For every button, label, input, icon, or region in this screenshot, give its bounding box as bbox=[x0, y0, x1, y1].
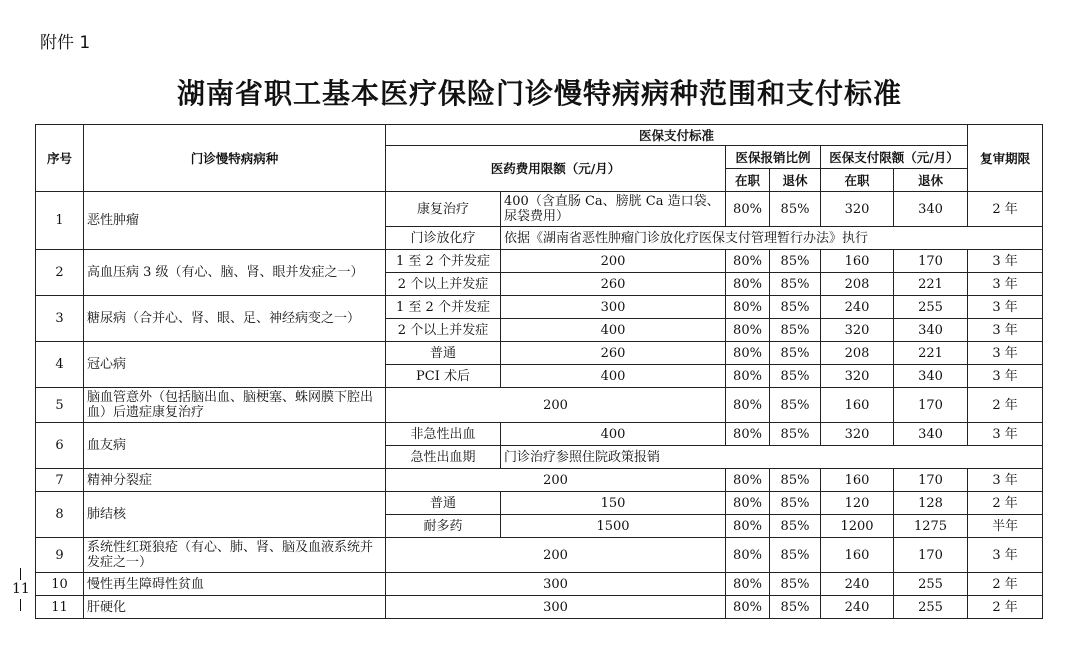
row-pay-retired: 255 bbox=[894, 573, 968, 596]
header-drug-limit: 医药费用限额（元/月） bbox=[386, 146, 726, 192]
row-ratio-retired: 85% bbox=[770, 596, 821, 619]
row-subtype: 普通 bbox=[386, 342, 501, 365]
page-number-text: 11 bbox=[12, 581, 30, 597]
row-pay-employed: 120 bbox=[821, 492, 894, 515]
row-pay-employed: 160 bbox=[821, 469, 894, 492]
row-review: 2 年 bbox=[968, 388, 1043, 423]
table-row bbox=[36, 250, 1043, 273]
table-row bbox=[36, 573, 1043, 596]
row-pay-employed: 160 bbox=[821, 388, 894, 423]
row-pay-employed: 320 bbox=[821, 319, 894, 342]
row-pay-retired: 255 bbox=[894, 596, 968, 619]
row-subtype: 康复治疗 bbox=[386, 192, 501, 227]
header-ratio: 医保报销比例 bbox=[726, 146, 821, 169]
row-pay-retired: 340 bbox=[894, 365, 968, 388]
row-seq: 3 bbox=[36, 296, 84, 342]
row-ratio-employed: 80% bbox=[726, 319, 770, 342]
row-pay-retired: 221 bbox=[894, 273, 968, 296]
row-disease: 恶性肿瘤 bbox=[84, 192, 386, 250]
table-row bbox=[36, 388, 1043, 423]
row-subtype: 门诊放化疗 bbox=[386, 227, 501, 250]
row-ratio-employed: 80% bbox=[726, 273, 770, 296]
row-limit: 300 bbox=[501, 296, 726, 319]
row-subtype: 耐多药 bbox=[386, 515, 501, 538]
row-seq: 4 bbox=[36, 342, 84, 388]
row-pay-retired: 170 bbox=[894, 250, 968, 273]
row-ratio-employed: 80% bbox=[726, 469, 770, 492]
row-ratio-retired: 85% bbox=[770, 342, 821, 365]
table-row bbox=[36, 296, 1043, 319]
row-limit: 1500 bbox=[501, 515, 726, 538]
row-limit: 200 bbox=[386, 388, 726, 423]
row-limit: 300 bbox=[386, 573, 726, 596]
row-ratio-retired: 85% bbox=[770, 469, 821, 492]
row-pay-retired: 255 bbox=[894, 296, 968, 319]
coverage-table bbox=[35, 124, 1043, 619]
page-dash-top bbox=[20, 568, 21, 580]
row-ratio-employed: 80% bbox=[726, 250, 770, 273]
attachment-label: 附件 1 bbox=[40, 33, 91, 53]
row-seq: 1 bbox=[36, 192, 84, 250]
row-pay-retired: 170 bbox=[894, 388, 968, 423]
table-row bbox=[36, 342, 1043, 365]
row-pay-employed: 240 bbox=[821, 573, 894, 596]
row-pay-employed: 320 bbox=[821, 423, 894, 446]
row-seq: 11 bbox=[36, 596, 84, 619]
row-pay-retired: 170 bbox=[894, 538, 968, 573]
row-pay-retired: 340 bbox=[894, 319, 968, 342]
row-ratio-employed: 80% bbox=[726, 515, 770, 538]
row-review: 3 年 bbox=[968, 273, 1043, 296]
row-ratio-retired: 85% bbox=[770, 573, 821, 596]
row-limit: 400 bbox=[501, 319, 726, 342]
row-ratio-employed: 80% bbox=[726, 342, 770, 365]
row-ratio-retired: 85% bbox=[770, 515, 821, 538]
row-pay-employed: 160 bbox=[821, 538, 894, 573]
page-dash-bottom bbox=[20, 599, 21, 611]
row-ratio-retired: 85% bbox=[770, 250, 821, 273]
row-seq: 8 bbox=[36, 492, 84, 538]
row-ratio-employed: 80% bbox=[726, 388, 770, 423]
header-pay-employed: 在职 bbox=[821, 169, 894, 192]
row-ratio-retired: 85% bbox=[770, 192, 821, 227]
row-ratio-retired: 85% bbox=[770, 492, 821, 515]
row-seq: 10 bbox=[36, 573, 84, 596]
header-standard: 医保支付标准 bbox=[386, 125, 968, 146]
row-subtype: 非急性出血 bbox=[386, 423, 501, 446]
row-disease: 系统性红斑狼疮（有心、肺、肾、脑及血液系统并发症之一） bbox=[84, 538, 386, 573]
row-pay-employed: 320 bbox=[821, 192, 894, 227]
header-ratio-retired: 退休 bbox=[770, 169, 821, 192]
row-review: 2 年 bbox=[968, 492, 1043, 515]
row-pay-employed: 208 bbox=[821, 342, 894, 365]
row-disease: 肺结核 bbox=[84, 492, 386, 538]
row-subtype: 普通 bbox=[386, 492, 501, 515]
row-ratio-retired: 85% bbox=[770, 388, 821, 423]
row-limit: 260 bbox=[501, 273, 726, 296]
row-disease: 高血压病 3 级（有心、脑、肾、眼并发症之一） bbox=[84, 250, 386, 296]
row-disease: 慢性再生障碍性贫血 bbox=[84, 573, 386, 596]
row-limit: 200 bbox=[386, 538, 726, 573]
row-pay-employed: 240 bbox=[821, 296, 894, 319]
row-review: 3 年 bbox=[968, 342, 1043, 365]
table-row bbox=[36, 492, 1043, 515]
row-ratio-retired: 85% bbox=[770, 365, 821, 388]
row-seq: 2 bbox=[36, 250, 84, 296]
row-limit: 400（含直肠 Ca、膀胱 Ca 造口袋、尿袋费用） bbox=[501, 192, 726, 227]
row-ratio-retired: 85% bbox=[770, 319, 821, 342]
row-disease: 冠心病 bbox=[84, 342, 386, 388]
row-pay-employed: 1200 bbox=[821, 515, 894, 538]
row-limit: 400 bbox=[501, 365, 726, 388]
document-title: 湖南省职工基本医疗保险门诊慢特病病种范围和支付标准 bbox=[176, 77, 902, 110]
header-review: 复审期限 bbox=[968, 125, 1043, 192]
row-review: 3 年 bbox=[968, 250, 1043, 273]
row-disease: 糖尿病（合并心、肾、眼、足、神经病变之一） bbox=[84, 296, 386, 342]
row-limit: 260 bbox=[501, 342, 726, 365]
row-seq: 9 bbox=[36, 538, 84, 573]
header-ratio-employed: 在职 bbox=[726, 169, 770, 192]
header-seq: 序号 bbox=[36, 125, 84, 192]
table-row bbox=[36, 192, 1043, 227]
row-review: 3 年 bbox=[968, 296, 1043, 319]
row-limit: 400 bbox=[501, 423, 726, 446]
row-subtype: 1 至 2 个并发症 bbox=[386, 296, 501, 319]
row-review: 3 年 bbox=[968, 469, 1043, 492]
row-ratio-employed: 80% bbox=[726, 573, 770, 596]
row-pay-employed: 240 bbox=[821, 596, 894, 619]
row-subtype: 1 至 2 个并发症 bbox=[386, 250, 501, 273]
row-ratio-retired: 85% bbox=[770, 538, 821, 573]
row-note: 门诊治疗参照住院政策报销 bbox=[501, 446, 1043, 469]
row-pay-employed: 160 bbox=[821, 250, 894, 273]
row-pay-employed: 320 bbox=[821, 365, 894, 388]
table-row bbox=[36, 538, 1043, 573]
header-row-1 bbox=[36, 125, 1043, 146]
row-ratio-employed: 80% bbox=[726, 365, 770, 388]
row-subtype: 急性出血期 bbox=[386, 446, 501, 469]
row-review: 2 年 bbox=[968, 596, 1043, 619]
row-ratio-employed: 80% bbox=[726, 296, 770, 319]
row-ratio-retired: 85% bbox=[770, 273, 821, 296]
row-limit: 200 bbox=[386, 469, 726, 492]
header-disease: 门诊慢特病病种 bbox=[84, 125, 386, 192]
row-seq: 7 bbox=[36, 469, 84, 492]
table-row bbox=[36, 423, 1043, 446]
row-pay-retired: 221 bbox=[894, 342, 968, 365]
row-subtype: 2 个以上并发症 bbox=[386, 319, 501, 342]
row-limit: 300 bbox=[386, 596, 726, 619]
row-pay-retired: 340 bbox=[894, 192, 968, 227]
row-seq: 6 bbox=[36, 423, 84, 469]
row-review: 2 年 bbox=[968, 192, 1043, 227]
row-ratio-employed: 80% bbox=[726, 192, 770, 227]
row-pay-retired: 170 bbox=[894, 469, 968, 492]
row-subtype: 2 个以上并发症 bbox=[386, 273, 501, 296]
row-ratio-retired: 85% bbox=[770, 296, 821, 319]
row-limit: 200 bbox=[501, 250, 726, 273]
row-review: 3 年 bbox=[968, 319, 1043, 342]
row-ratio-retired: 85% bbox=[770, 423, 821, 446]
row-disease: 血友病 bbox=[84, 423, 386, 469]
row-pay-employed: 208 bbox=[821, 273, 894, 296]
header-pay-retired: 退休 bbox=[894, 169, 968, 192]
row-ratio-employed: 80% bbox=[726, 423, 770, 446]
row-disease: 精神分裂症 bbox=[84, 469, 386, 492]
row-review: 3 年 bbox=[968, 423, 1043, 446]
row-pay-retired: 128 bbox=[894, 492, 968, 515]
row-disease: 脑血管意外（包括脑出血、脑梗塞、蛛网膜下腔出血）后遗症康复治疗 bbox=[84, 388, 386, 423]
table-row bbox=[36, 596, 1043, 619]
row-note: 依据《湖南省恶性肿瘤门诊放化疗医保支付管理暂行办法》执行 bbox=[501, 227, 1043, 250]
row-disease: 肝硬化 bbox=[84, 596, 386, 619]
row-ratio-employed: 80% bbox=[726, 492, 770, 515]
page-number bbox=[12, 566, 28, 613]
row-ratio-employed: 80% bbox=[726, 538, 770, 573]
table-row bbox=[36, 469, 1043, 492]
row-pay-retired: 1275 bbox=[894, 515, 968, 538]
row-review: 3 年 bbox=[968, 365, 1043, 388]
row-seq: 5 bbox=[36, 388, 84, 423]
row-review: 2 年 bbox=[968, 573, 1043, 596]
row-limit: 150 bbox=[501, 492, 726, 515]
row-review: 3 年 bbox=[968, 538, 1043, 573]
row-subtype: PCI 术后 bbox=[386, 365, 501, 388]
row-ratio-employed: 80% bbox=[726, 596, 770, 619]
header-pay-limit: 医保支付限额（元/月） bbox=[821, 146, 968, 169]
row-pay-retired: 340 bbox=[894, 423, 968, 446]
row-review: 半年 bbox=[968, 515, 1043, 538]
